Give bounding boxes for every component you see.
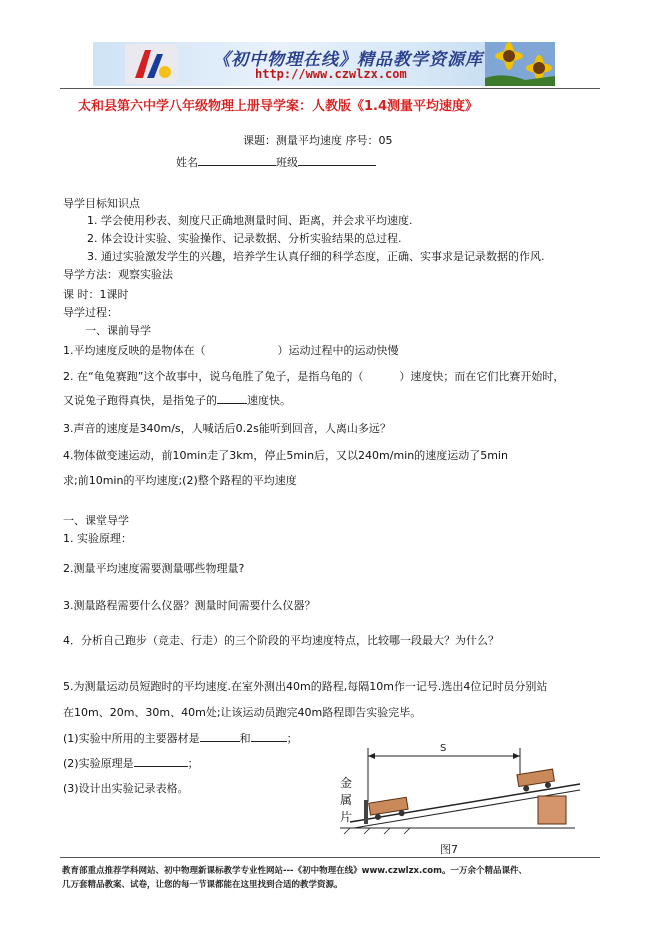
- question-4: 4.物体做变速运动，前10min走了3km，停止5min后，又以240m/min的速度运动了5min: [63, 449, 508, 462]
- sub-question-3: (3)设计出实验记录表格。: [63, 782, 189, 795]
- footer-line: 教育部重点推荐学科网站、初中物理新课标教学专业性网站---《初中物理在线》www.czwlzx.com。一万余个精品课件、: [62, 866, 527, 876]
- site-logo: [121, 42, 181, 86]
- question-3: 3.声音的速度是340m/s，人喊话后0.2s能听到回音，人离山多远？: [63, 422, 391, 435]
- method-line: 导学方法：观察实验法: [63, 268, 173, 281]
- sunflower-image: [485, 42, 555, 86]
- question-2: 2. 在“龟兔赛跑”这个故事中，说乌龟胜了兔子，是指乌龟的（ ）速度快；而在它们比赛开始时，: [63, 370, 565, 383]
- incline-figure: [330, 740, 590, 860]
- banner-title: 《初中物理在线》精品教学资源库: [213, 50, 483, 70]
- class-label: 班级: [276, 156, 298, 169]
- question-4-continued: 求;前10min的平均速度;(2)整个路程的平均速度: [63, 474, 297, 487]
- support-block: [538, 796, 566, 824]
- goals-heading: 导学目标知识点: [63, 197, 140, 210]
- document-title: 太和县第六中学八年级物理上册导学案：人教版《1.4测量平均速度》: [78, 99, 479, 114]
- process-line: 导学过程：: [63, 306, 118, 319]
- goal-item: 2. 体会设计实验、实验操作、记录数据、分析实验结果的总过程.: [87, 232, 402, 245]
- goal-item: 1. 学会使用秒表、刻度尺正确地测量时间、距离，并会求平均速度.: [87, 214, 413, 227]
- principle-blank[interactable]: [134, 755, 188, 767]
- metal-plate: [364, 800, 368, 824]
- name-blank[interactable]: [198, 154, 276, 166]
- header-rule: [60, 88, 600, 89]
- topic-line: 课题：测量平均速度 序号：05: [243, 134, 393, 147]
- question-1: 1.平均速度反映的是物体在（ ）运动过程中的运动快慢: [63, 344, 399, 357]
- name-class-line: [176, 154, 376, 170]
- name-label: 姓名: [176, 156, 198, 169]
- class-question-5-continued: 在10m、20m、30m、40m处;让该运动员跑完40m路程即告实验完毕。: [63, 706, 422, 719]
- class-question-3: 3.测量路程需要什么仪器？测量时间需要什么仪器？: [63, 599, 316, 612]
- metal-plate-label: 金属片: [340, 776, 353, 824]
- section-heading: 一、课堂导学: [63, 514, 129, 527]
- class-blank[interactable]: [298, 154, 376, 166]
- distance-label: S: [440, 743, 447, 754]
- figure-caption: 图7: [440, 843, 458, 856]
- equipment-blank-2[interactable]: [251, 730, 287, 742]
- question-2-continued: 又说兔子跑得真快，是指兔子的 速度快。: [63, 394, 291, 407]
- class-question-1: 1. 实验原理：: [63, 532, 132, 545]
- banner-url[interactable]: http://www.czwlzx.com: [255, 67, 407, 81]
- class-question-4: 4．分析自己跑步（竞走、行走）的三个阶段的平均速度特点，比较哪一段最大？为什么？: [63, 634, 499, 647]
- sub-question-2: (2)实验原理是 ；: [63, 757, 199, 770]
- hours-line: 课 时：1课时: [63, 288, 129, 301]
- sub-question-1: (1)实验中所用的主要器材是 和 ；: [63, 732, 298, 745]
- equipment-blank-1[interactable]: [200, 730, 240, 742]
- section-heading: 一、课前导学: [85, 324, 151, 337]
- footer-line: 几万套精品教案、试卷，让您的每一节课都能在这里找到合适的教学资源。: [62, 880, 343, 890]
- class-question-5: 5.为测量运动员短跑时的平均速度.在室外测出40m的路程,每隔10m作一记号.选出4位记时员分别站: [63, 680, 548, 693]
- goal-item: 3. 通过实验激发学生的兴趣，培养学生认真仔细的科学态度，正确、实事求是记录数据的作风.: [87, 250, 545, 263]
- q2-blank-2[interactable]: [217, 392, 247, 404]
- class-question-2: 2.测量平均速度需要测量哪些物理量?: [63, 562, 245, 575]
- header-banner: [93, 42, 555, 86]
- footer-rule: [60, 857, 600, 858]
